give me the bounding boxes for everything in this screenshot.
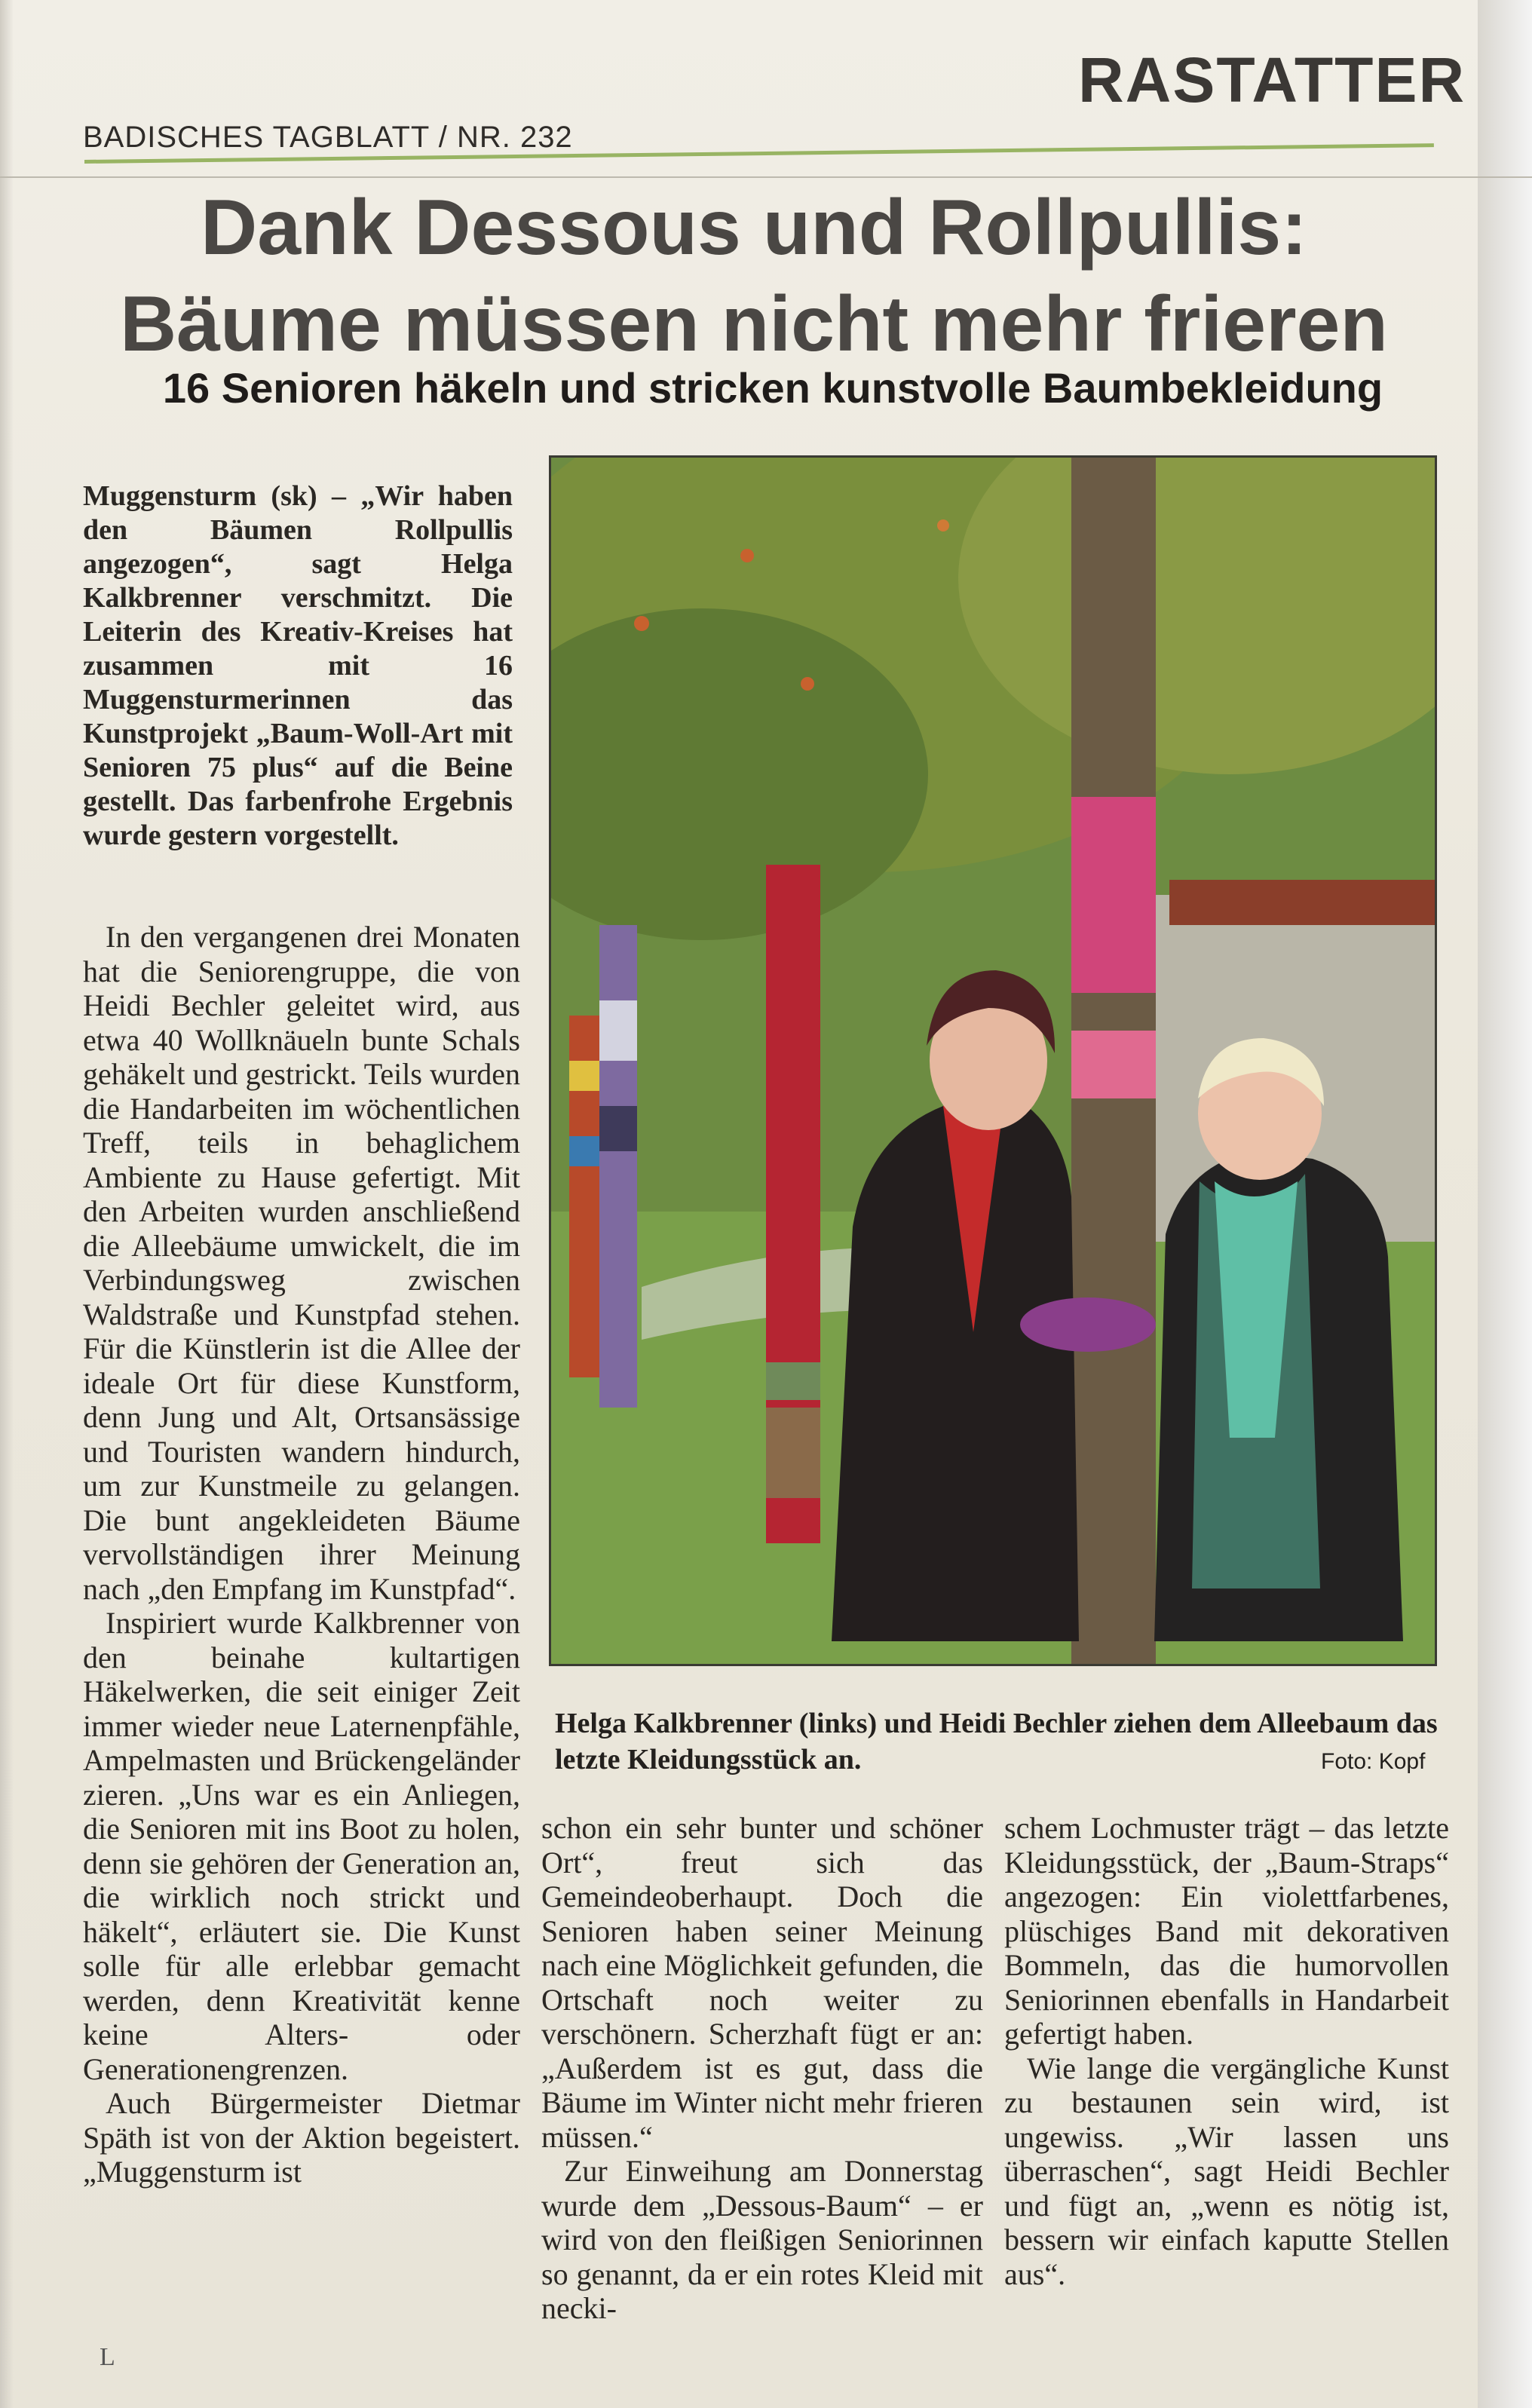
photo-caption: Helga Kalkbrenner (links) und Heidi Bechler ziehen dem Alleebaum das letzte Kleidungsstück an.	[555, 1708, 1438, 1775]
scan-edge-left	[0, 0, 14, 2408]
corner-mark: L	[100, 2343, 115, 2371]
dateline: BADISCHES TAGBLATT / NR. 232	[83, 121, 573, 154]
photo-credit: Foto: Kopf	[1321, 1749, 1426, 1774]
article-column-3	[1004, 1811, 1449, 2291]
article-column-1	[83, 920, 520, 2189]
headline-line-1: Dank Dessous und Rollpullis:	[201, 184, 1307, 271]
paragraph: Inspiriert wurde Kalkbrenner von den beinahe kultartigen Häkelwerken, die seit einiger Zeit immer wieder neue Laternenpfähle, Ampelmasten und Brückengeländer zieren. „Uns war es ein Anliegen, die Senioren mit ins Boot zu holen, denn sie gehören der Generation an, die wirklich noch strickt und häkelt“, erläutert sie. Die Kunst solle für alle erlebbar gemacht werden, denn Kreativität kenne keine Alters- oder Generationengrenzen.	[83, 1606, 520, 2086]
lead-paragraph: Muggensturm (sk) – „Wir haben den Bäumen Rollpullis angezogen“, sagt Helga Kalkbrenner verschmitzt. Die Leiterin des Kreativ-Kreises hat zusammen mit 16 Muggensturmerinnen das Kunstprojekt „Baum-Woll-Art mit Senioren 75 plus“ auf die Beine gestellt. Das farbenfrohe Ergebnis wurde gestern vorgestellt.	[83, 480, 513, 851]
paragraph: schon ein sehr bunter und schöner Ort“, freut sich das Gemeindeoberhaupt. Doch die Senioren haben seiner Meinung nach eine Möglichkeit gefunden, die Ortschaft noch weiter zu verschönern. Scherzhaft fügt er an: „Außerdem ist es gut, dass die Bäume im Winter nicht mehr frieren müssen.“	[541, 1811, 983, 2154]
paragraph: Zur Einweihung am Donnerstag wurde dem „Dessous-Baum“ – er wird von den fleißigen Seniorinnen so genannt, da er ein rotes Kleid mit necki-	[541, 2154, 983, 2325]
paragraph: In den vergangenen drei Monaten hat die Seniorengruppe, die von Heidi Bechler geleitet wird, aus etwa 40 Wollknäueln bunte Schals gehäkelt und gestrickt. Teils wurden die Handarbeiten im wöchentlichen Treff, teils in behaglichem Ambiente zu Hause gefertigt. Mit den Arbeiten wurden anschließend die Alleebäume umwickelt, die im Verbindungsweg zwischen Waldstraße und Kunstpfad stehen. Für die Künstlerin ist die Allee der ideale Ort für diese Kunstform, denn Jung und Alt, Ortsansässige und Touristen wandern hindurch, um zur Kunstmeile zu gelangen. Die bunt angekleideten Bäume vervollständigen ihrer Meinung nach „den Empfang im Kunstpfad“.	[83, 920, 520, 1606]
scan-edge-right	[1478, 0, 1532, 2408]
header-divider	[0, 176, 1532, 178]
paragraph: schem Lochmuster trägt – das letzte Kleidungsstück, der „Baum-Straps“ angezogen: Ein violettfarbenes, plüschiges Band mit dekorativen Bommeln, das die humorvollen Seniorinnen ebenfalls in Handarbeit gefertigt haben.	[1004, 1811, 1449, 2051]
headline	[45, 179, 1463, 372]
headline-line-2: Bäume müssen nicht mehr frieren	[120, 280, 1388, 368]
photo-illustration	[551, 458, 1435, 1664]
news-photo	[549, 455, 1437, 1666]
paragraph: Auch Bürgermeister Dietmar Späth ist von der Aktion begeistert. „Muggensturm ist	[83, 2086, 520, 2189]
section-title: RASTATTER	[1078, 44, 1466, 115]
article-column-2	[541, 1811, 983, 2326]
paragraph: Wie lange die vergängliche Kunst zu bestaunen sein wird, ist ungewiss. „Wir lassen uns überraschen“, sagt Heidi Bechler und fügt an, „wenn es nötig ist, bessern wir einfach kaputte Stellen aus“.	[1004, 2051, 1449, 2291]
subheadline: 16 Senioren häkeln und stricken kunstvolle Baumbekleidung	[162, 364, 1383, 412]
